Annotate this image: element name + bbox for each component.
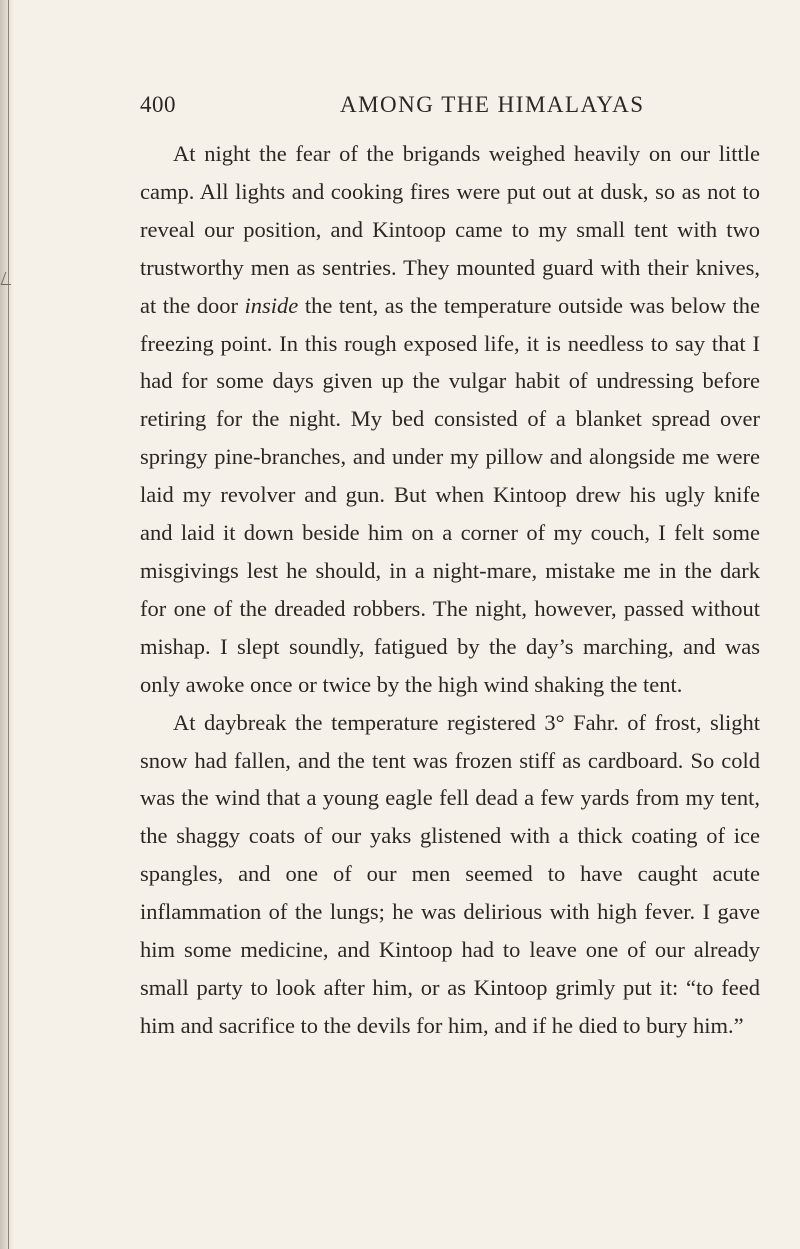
emphasis-inside: inside	[244, 292, 299, 318]
body-text	[140, 135, 760, 1045]
paragraph-1-text-b: the tent, as the temperature outside was below the freezing point. In this rough exposed life, it is needless to say that I had for some days given up the vulgar habit of undressing before retiring for the night. My bed consisted of a blanket spread over springy pine-branches, and under my pillow and alongside me were laid my revolver and gun. But when Kintoop drew his ugly knife and laid it down beside him on a corner of my couch, I felt some misgivings lest he should, in a night-mare, mistake me in the dark for one of the dreaded robbers. The night, however, passed without mishap. I slept soundly, fatigued by the day’s marching, and was only awoke once or twice by the high wind shaking the tent.	[140, 292, 760, 697]
paragraph-1-text-a: At night the fear of the brigands weighed heavily on our little camp. All lights and cooking fires were put out at dusk, so as not to reveal our position, and Kintoop came to my small tent with two trustworthy men as sentries. They mounted guard with their knives, at the door	[140, 141, 760, 318]
page-header	[140, 92, 760, 124]
binding-line	[8, 0, 9, 1249]
paragraph-2: At daybreak the temperature registered 3° Fahr. of frost, slight snow had fallen, and the tent was frozen stiff as cardboard. So cold was the wind that a young eagle fell dead a few yards from my tent, the shaggy coats of our yaks glistened with a thick coating of ice spangles, and one of our men seemed to have caught acute inflammation of the lungs; he was delirious with high fever. I gave him some medicine, and Kintoop had to leave one of our already small party to look after him, or as Kintoop grimly put it: “to feed him and sacrifice to the devils for him, and if he died to bury him.”	[140, 709, 760, 1038]
page-left-edge	[0, 0, 14, 1249]
paragraph-1	[140, 135, 760, 704]
page-number: 400	[140, 92, 176, 117]
running-title: AMONG THE HIMALAYAS	[340, 92, 645, 117]
